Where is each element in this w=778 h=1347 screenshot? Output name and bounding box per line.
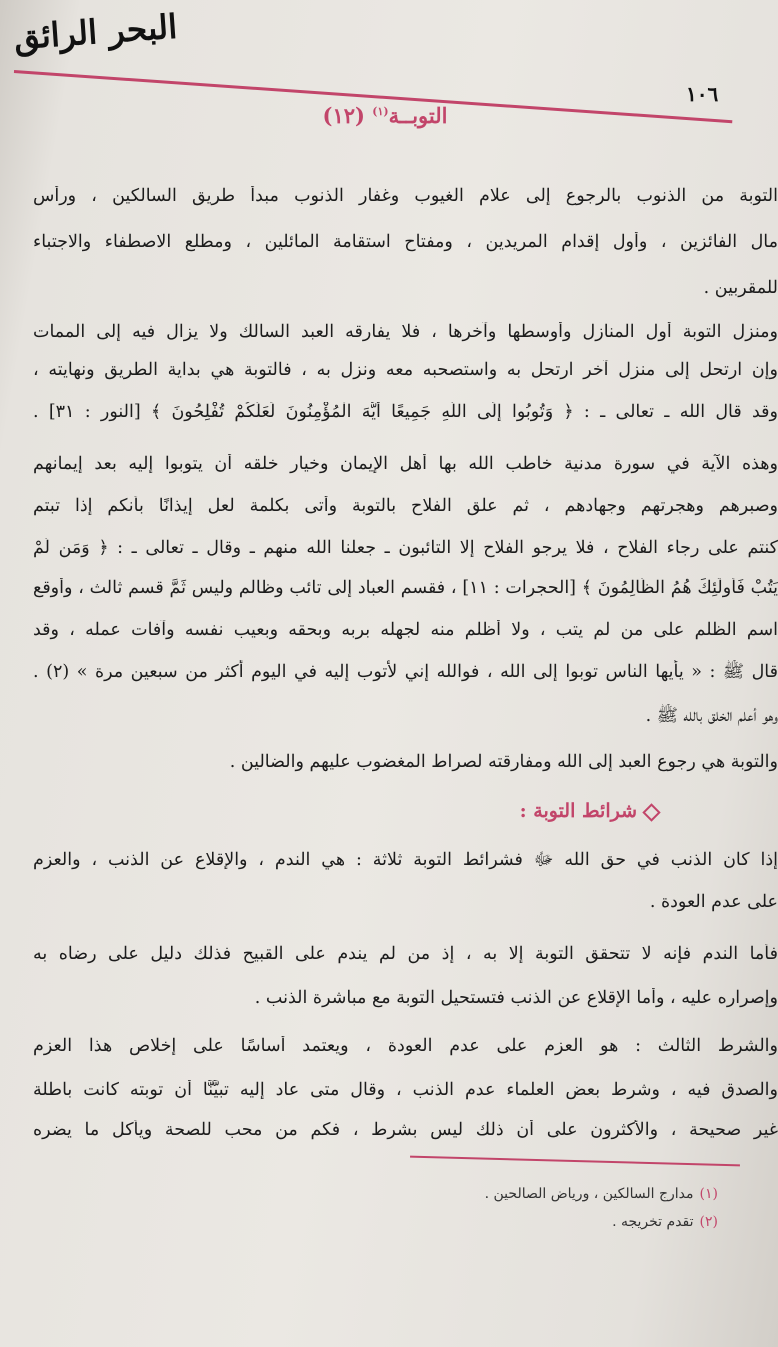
body-line-1: التوبة من الذنوب بالرجوع إلى علام الغيوب وغفار الذنوب مبدأ طريق السالكين ، ورأس (33, 186, 778, 206)
footnote-2-text: تقدم تخريجه . (612, 1214, 694, 1230)
section-title (520, 800, 658, 822)
body-line-10-quran: يَتُبْ فَأُولَٰئِكَ هُمُ الظَّالِمُونَ ﴾ [الحجرات : ١١] ، فقسم العباد إلى تائب وظالم وليس ثَمَّ قسم ثالث ، وأوقع (33, 578, 778, 598)
page-number: ١٠٦ (686, 82, 719, 106)
chapter-footnote-ref: (١) (372, 105, 389, 118)
footnote-2-number: (٢) (699, 1214, 718, 1230)
diamond-bullet-icon (642, 803, 660, 821)
body-line-13: وهو أعلم الخلق بالله ﷺ . (645, 706, 778, 726)
body-line-7: وهذه الآية في سورة مدنية خاطب الله بها أهل الإيمان وخيار خلقه أن يتوبوا إليه بعد إيمانهم (33, 454, 778, 474)
body-line-21: غير صحيحة ، والأكثرون على أن ذلك ليس بشرط ، فكم من محب للصحة ويأكل ما يضره (33, 1120, 778, 1140)
body-line-19: والشرط الثالث : هو العزم على عدم العودة ، ويعتمد أساسًا على إخلاص هذا العزم (33, 1036, 778, 1056)
body-line-16: على عدم العودة . (649, 892, 778, 912)
body-line-8: وصبرهم وهجرتهم وجهادهم ، ثم علق الفلاح بالتوبة وأتى بكلمة لعل إيذانًا بأنكم إذا تبتم (33, 496, 778, 516)
body-line-5: وإن ارتحل إلى منزل آخر ارتحل به واستصحبه معه ونزل به ، فالتوبة هي بداية الطريق ونهايته ، (33, 360, 778, 380)
body-line-15: إذا كان الذنب في حق الله ﷻ فشرائط التوبة ثلاثة : هي الندم ، والإقلاع عن الذنب ، والعزم (33, 850, 778, 870)
footnote-1-text: مدارج السالكين ، ورياض الصالحين . (484, 1186, 694, 1202)
body-line-11: اسم الظلم على من لم يتب ، ولا أظلم منه لجهله بربه وبحقه وبعيب نفسه وآفات عمله ، وقد (33, 620, 778, 640)
footnote-rule (410, 1156, 740, 1167)
footnote-2 (612, 1214, 718, 1230)
footnote-1-number: (١) (699, 1186, 718, 1202)
body-line-4: ومنزل التوبة أول المنازل وأوسطها وآخرها ، فلا يفارقه العبد السالك ولا يزال فيه إلى الممات (33, 322, 778, 342)
body-line-17: فأما الندم فإنه لا تتحقق التوبة إلا به ، إذ من لم يندم على القبيح فذلك دليل على رضاه به (33, 944, 778, 964)
body-line-9: كنتم على رجاء الفلاح ، فلا يرجو الفلاح إلا التائبون ـ جعلنا الله منهم ـ وقال ـ تعالى ـ : ﴿ وَمَن لَّمْ (33, 538, 778, 558)
chapter-title-text: (١٢) التوبــة (322, 103, 448, 128)
section-title-text: شرائط التوبة : (519, 800, 637, 822)
body-line-20: والصدق فيه ، وشرط بعض العلماء عدم الذنب ، وقال متى عاد إليه تبيَّنَّا أن توبته كانت باطلة (33, 1080, 778, 1100)
body-line-6-quran: وقد قال الله ـ تعالى ـ : ﴿ وَتُوبُوا إِلَى اللَّهِ جَمِيعًا أَيُّهَ الْمُؤْمِنُونَ لَعَلَّكُمْ تُفْلِحُونَ ﴾ [النور : ٣١] . (33, 402, 778, 422)
chapter-title (300, 103, 470, 128)
body-line-14: والتوبة هي رجوع العبد إلى الله ومفارقته لصراط المغضوب عليهم والضالين . (229, 752, 778, 772)
body-line-18: وإصراره عليه ، وأما الإقلاع عن الذنب فتستحيل التوبة مع مباشرة الذنب . (254, 988, 778, 1008)
body-line-12-hadith: قال ﷺ : « يأيها الناس توبوا إلى الله ، فوالله إني لأتوب إليه في اليوم أكثر من سبعين مرة » (٢) . (33, 662, 778, 682)
body-line-3: للمقربين . (703, 278, 778, 298)
running-title: البحر الرائق (12, 6, 179, 57)
footnote-1 (485, 1186, 718, 1202)
body-line-2: مال الفائزين ، وأول إقدام المريدين ، ومفتاح استقامة المائلين ، ومطلع الاصطفاء والاجتباء (33, 232, 778, 252)
